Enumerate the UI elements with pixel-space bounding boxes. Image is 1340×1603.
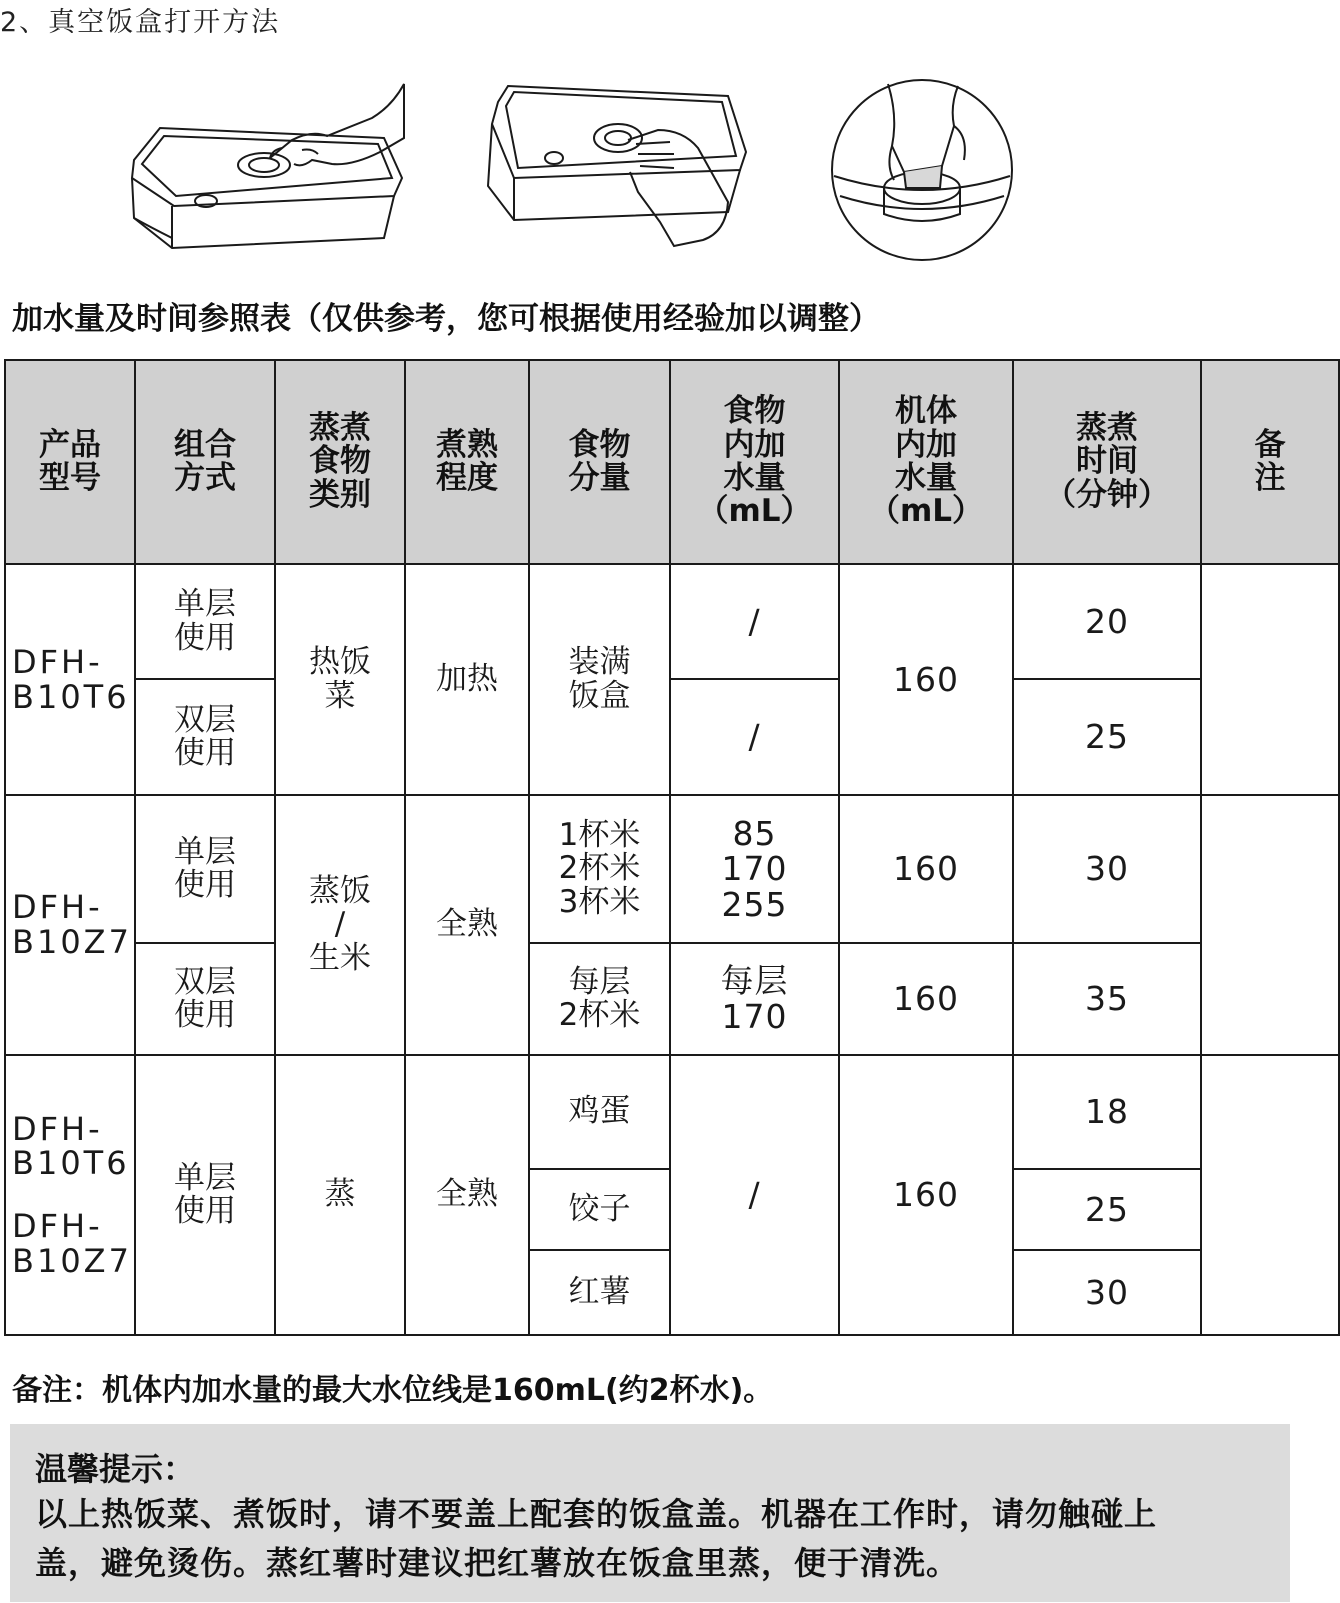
time-cell: 35	[1013, 943, 1201, 1055]
model-cell: DFH- B10T6	[5, 564, 135, 795]
box-tilt-valve-illustration	[478, 82, 768, 250]
doneness-cell: 全熟	[405, 1055, 529, 1335]
header-body-water: 机体 内加 水量 （mL）	[839, 360, 1013, 564]
header-combo: 组合 方式	[135, 360, 275, 564]
header-time: 蒸煮 时间 （分钟）	[1013, 360, 1201, 564]
remark-cell	[1201, 795, 1339, 1055]
combo-cell: 双层 使用	[135, 679, 275, 795]
body-water-cell: 160	[839, 795, 1013, 943]
body-water-cell: 160	[839, 1055, 1013, 1335]
food-water-cell: 85 170 255	[670, 795, 839, 943]
model-cell: DFH- B10Z7	[5, 795, 135, 1055]
section-title: 2、真空饭盒打开方法	[0, 7, 281, 38]
food-water-cell: /	[670, 564, 839, 679]
body-water-cell: 160	[839, 564, 1013, 795]
time-cell: 30	[1013, 1250, 1201, 1335]
header-doneness: 煮熟 程度	[405, 360, 529, 564]
time-cell: 20	[1013, 564, 1201, 679]
doneness-cell: 加热	[405, 564, 529, 795]
table-row	[5, 679, 1339, 795]
tips-body	[35, 1490, 1275, 1588]
combo-cell: 单层 使用	[135, 1055, 275, 1335]
doneness-cell: 全熟	[405, 795, 529, 1055]
combo-cell: 单层 使用	[135, 795, 275, 943]
time-cell: 25	[1013, 679, 1201, 795]
table-row	[5, 943, 1339, 1055]
model-cell: DFH- B10T6 DFH- B10Z7	[5, 1055, 135, 1335]
max-water-note: 备注：机体内加水量的最大水位线是160mL(约2杯水)。	[12, 1373, 774, 1408]
time-cell: 18	[1013, 1055, 1201, 1169]
header-portion: 食物 分量	[529, 360, 670, 564]
portion-cell: 鸡蛋	[529, 1055, 670, 1169]
remark-cell	[1201, 564, 1339, 795]
food-type-cell: 热饭 菜	[275, 564, 405, 795]
time-cell: 25	[1013, 1169, 1201, 1250]
header-row	[5, 360, 1339, 564]
body-water-cell: 160	[839, 943, 1013, 1055]
portion-cell: 红薯	[529, 1250, 670, 1335]
combo-cell: 双层 使用	[135, 943, 275, 1055]
tips-line: 以上热饭菜、煮饭时，请不要盖上配套的饭盒盖。机器在工作时，请勿触碰上	[35, 1495, 1158, 1533]
food-water-cell: /	[670, 679, 839, 795]
tips-box	[10, 1424, 1290, 1602]
remark-cell	[1201, 1055, 1339, 1335]
combo-cell: 单层 使用	[135, 564, 275, 679]
tips-line: 盖，避免烫伤。蒸红薯时建议把红薯放在饭盒里蒸，便于清洗。	[35, 1544, 960, 1582]
portion-cell: 1杯米 2杯米 3杯米	[529, 795, 670, 943]
header-remark: 备 注	[1201, 360, 1339, 564]
portion-cell: 每层 2杯米	[529, 943, 670, 1055]
reference-table	[4, 359, 1340, 1336]
time-cell: 30	[1013, 795, 1201, 943]
table-row	[5, 564, 1339, 679]
header-food-water: 食物 内加 水量 （mL）	[670, 360, 839, 564]
tips-title: 温馨提示：	[35, 1450, 196, 1488]
food-type-cell: 蒸饭 / 生米	[275, 795, 405, 1055]
portion-cell: 装满 饭盒	[529, 564, 670, 795]
food-water-cell: /	[670, 1055, 839, 1335]
food-water-cell: 每层 170	[670, 943, 839, 1055]
table-row	[5, 1055, 1339, 1169]
header-food-type: 蒸煮 食物 类别	[275, 360, 405, 564]
portion-cell: 饺子	[529, 1169, 670, 1250]
table-row	[5, 795, 1339, 943]
table-title: 加水量及时间参照表（仅供参考，您可根据使用经验加以调整）	[12, 301, 880, 337]
valve-closeup-illustration	[828, 76, 1016, 264]
box-press-valve-illustration	[122, 78, 422, 274]
header-model: 产品 型号	[5, 360, 135, 564]
food-type-cell: 蒸	[275, 1055, 405, 1335]
